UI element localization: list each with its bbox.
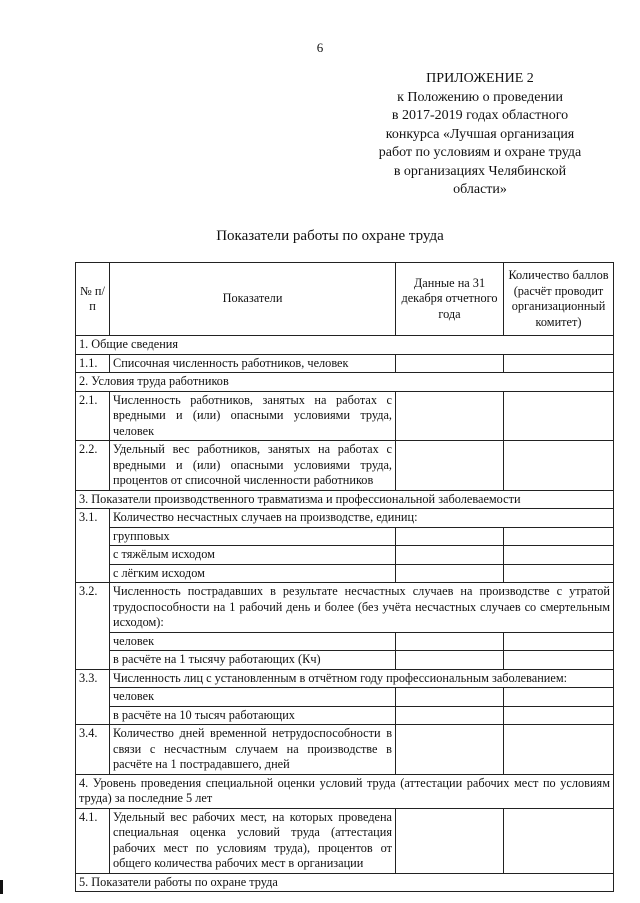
table-row <box>76 441 614 491</box>
appendix-line: области» <box>453 182 507 197</box>
table-row <box>76 391 614 441</box>
subrow-text: с тяжёлым исходом <box>110 546 396 565</box>
appendix-line: к Положению о проведении <box>397 89 563 105</box>
points-cell <box>504 546 614 565</box>
section-title: 3. Показатели производственного травматизма и профессиональной заболеваемости <box>76 490 614 509</box>
table-row <box>76 669 614 688</box>
section-row <box>76 373 614 392</box>
table-subrow <box>76 564 614 583</box>
data-cell <box>396 706 504 725</box>
data-cell <box>396 725 504 775</box>
points-cell <box>504 688 614 707</box>
appendix-line: работ по условиям и охране труда <box>378 145 582 160</box>
points-cell <box>504 808 614 873</box>
data-cell <box>396 651 504 670</box>
points-cell <box>504 632 614 651</box>
section-row <box>76 774 614 808</box>
data-cell <box>396 527 504 546</box>
table-header-row <box>76 263 614 336</box>
section-title: 2. Условия труда работников <box>76 373 614 392</box>
row-num: 4.1. <box>76 808 110 873</box>
table-subrow <box>76 632 614 651</box>
points-cell <box>504 391 614 441</box>
table-row <box>76 509 614 528</box>
subrow-text: групповых <box>110 527 396 546</box>
appendix-line: в организациях Челябинской <box>393 163 567 179</box>
section-row <box>76 490 614 509</box>
table-row <box>76 725 614 775</box>
appendix-heading <box>350 70 610 200</box>
subrow-text: с лёгким исходом <box>110 564 396 583</box>
data-cell <box>396 688 504 707</box>
row-num: 2.2. <box>76 441 110 491</box>
table-subrow <box>76 706 614 725</box>
row-text: Количество несчастных случаев на производстве, единиц: <box>110 509 614 528</box>
section-title: 1. Общие сведения <box>76 336 614 355</box>
data-cell <box>396 632 504 651</box>
points-cell <box>504 441 614 491</box>
row-text: Численность пострадавших в результате несчастных случаев на производстве с утратой трудоспособности на 1 рабочий день и более (без учёта несчастных случаев со смертельным исходом): <box>110 583 614 633</box>
points-cell <box>504 354 614 373</box>
points-cell <box>504 651 614 670</box>
data-cell <box>396 564 504 583</box>
data-cell <box>396 441 504 491</box>
header-num: № п/п <box>76 263 110 336</box>
row-text: Численность лиц с установленным в отчётном году профессиональным заболеванием: <box>110 669 614 688</box>
appendix-line: в 2017-2019 годах областного <box>391 108 569 123</box>
data-cell <box>396 391 504 441</box>
header-data: Данные на 31 декабря отчетного года <box>396 263 504 336</box>
row-num: 2.1. <box>76 391 110 441</box>
table-row <box>76 808 614 873</box>
data-cell <box>396 354 504 373</box>
table-subrow <box>76 527 614 546</box>
scan-edge-mark <box>0 880 3 894</box>
points-cell <box>504 725 614 775</box>
row-text: Списочная численность работников, человек <box>110 354 396 373</box>
row-text: Численность работников, занятых на работах с вредными и (или) опасными условиями труда, человек <box>110 391 396 441</box>
section-row <box>76 336 614 355</box>
row-num: 3.1. <box>76 509 110 583</box>
row-num: 1.1. <box>76 354 110 373</box>
subrow-text: человек <box>110 688 396 707</box>
row-num: 3.3. <box>76 669 110 725</box>
row-num: 3.4. <box>76 725 110 775</box>
indicators-table <box>75 262 614 892</box>
row-text: Удельный вес работников, занятых на работах с вредными и (или) опасными условиями труда, процентов от списочной численности работников <box>110 441 396 491</box>
subrow-text: человек <box>110 632 396 651</box>
subrow-text: в расчёте на 1 тысячу работающих (Кч) <box>110 651 396 670</box>
section-row <box>76 873 614 892</box>
points-cell <box>504 564 614 583</box>
subrow-text: в расчёте на 10 тысяч работающих <box>110 706 396 725</box>
data-cell <box>396 808 504 873</box>
table-subrow <box>76 651 614 670</box>
header-points: Количество баллов (расчёт проводит организационный комитет) <box>504 263 614 336</box>
page-number: 6 <box>316 40 324 55</box>
row-text: Удельный вес рабочих мест, на которых проведена специальная оценка условий труда (аттестация рабочих мест по условиям труда), процентов от общего количества рабочих мест в организации <box>110 808 396 873</box>
table-subrow <box>76 688 614 707</box>
section-title: 5. Показатели работы по охране труда <box>76 873 614 892</box>
row-num: 3.2. <box>76 583 110 670</box>
appendix-title: ПРИЛОЖЕНИЕ 2 <box>426 71 534 86</box>
header-indicator: Показатели <box>110 263 396 336</box>
row-text: Количество дней временной нетрудоспособности в связи с несчастным случаем на производстве в расчёте на 1 пострадавшего, дней <box>110 725 396 775</box>
points-cell <box>504 527 614 546</box>
appendix-line: конкурса «Лучшая организация <box>385 126 575 142</box>
table-subrow <box>76 546 614 565</box>
table-row <box>76 583 614 633</box>
section-title: 4. Уровень проведения специальной оценки условий труда (аттестации рабочих мест по условиям труда) за последние 5 лет <box>76 774 614 808</box>
table-row <box>76 354 614 373</box>
document-title: Показатели работы по охране труда <box>216 228 444 244</box>
points-cell <box>504 706 614 725</box>
data-cell <box>396 546 504 565</box>
